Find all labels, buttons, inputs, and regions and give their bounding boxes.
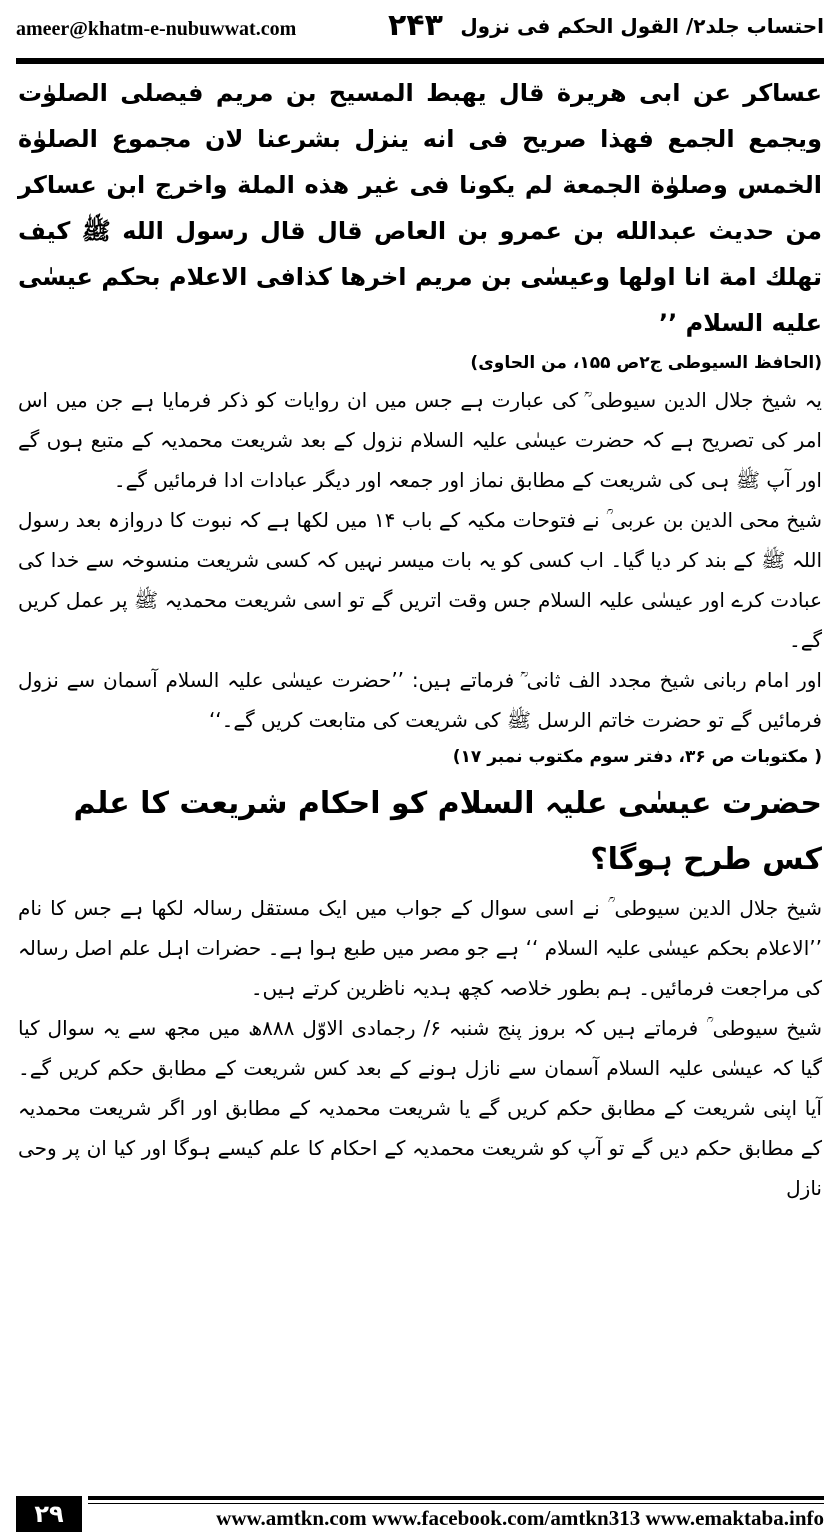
paragraph-suyuti-explanation: یہ شیخ جلال الدین سیوطی ؒ کی عبارت ہے جس میں ان روایات کو ذکر فرمایا ہے جن میں اس امر کی تصریح ہے کہ حضرت عیسٰی علیہ السلام نزول کے بعد شریعت محمدیہ کے متبع ہوں گے اور آپ ﷺ ہی کی شریعت کے مطابق نماز اور جمعہ اور دیگر عبادات ادا فرمائیں گے۔ xyxy=(18,388,822,492)
footer-rule-thin xyxy=(88,1503,824,1504)
header-book-title: احتساب جلد۲/ القول الحکم فی نزول xyxy=(460,14,824,38)
paragraph-ibn-arabi: شیخ محی الدین بن عربی ؒ نے فتوحات مکیہ کے باب ۱۴ میں لکھا ہے کہ نبوت کا دروازہ بعد رسول اللہ ﷺ کے بند کر دیا گیا۔ اب کسی کو یہ بات میسر نہیں کہ کسی شریعت منسوخہ سے خدا کی عبادت کرے اور عیسٰی علیہ السلام جس وقت اتریں گے تو اسی شریعت محمدیہ ﷺ پر عمل کریں گے۔ xyxy=(18,508,822,652)
reference-hawi: (الحافظ السیوطی ج۲ص ۱۵۵، من الحاوی) xyxy=(470,353,822,373)
reference-maktubat: ( مکتوبات ص ۳۶، دفتر سوم مکتوب نمبر ۱۷) xyxy=(452,747,822,767)
arabic-quote: عساكر عن ابی هريرة قال يهبط المسيح بن مريم فيصلى الصلوٰت ويجمع الجمع فهذا صريح فی انه ينزل بشرعنا لان مجموع الصلوٰة الخمس وصلوٰة الجمعة لم يكونا فی غير هذه الملة واخرج ابن عساكر من حديث عبدالله بن عمرو بن العاص قال قال رسول الله ﷺ كيف تهلك امة انا اولها وعيسٰى بن مريم اخرها كذافی الاعلام بحكم عيسٰى عليه السلام ’’ xyxy=(18,79,822,337)
paragraph-question: شیخ سیوطی ؒ فرماتے ہیں کہ بروز پنج شنبہ ۶/ رجمادی الاوّل ۸۸۸ھ میں مجھ سے یہ سوال کیا گیا کہ عیسٰی علیہ السلام آسمان سے نازل ہونے کے بعد کس شریعت کے مطابق حکم کریں گے۔ آیا اپنی شریعت کے مطابق حکم کریں گے یا شریعت محمدیہ کے مطابق اور اگر شریعت محمدیہ کے مطابق حکم دیں گے تو آپ کو شریعت محمدیہ کے احکام کا علم کیسے ہوگا اور کیا ان پر وحی نازل xyxy=(18,1016,822,1200)
section-heading: حضرت عیسٰی علیہ السلام کو احکام شریعت کا علم کس طرح ہوگا؟ xyxy=(73,786,822,877)
page-content xyxy=(18,70,822,1208)
footer-website-links: www.amtkn.com www.facebook.com/amtkn313 www.emaktaba.info xyxy=(216,1506,824,1530)
header-rule xyxy=(16,58,824,64)
paragraph-risala: شیخ جلال الدین سیوطی ؒ نے اسی سوال کے جواب میں ایک مستقل رسالہ لکھا ہے جس کا نام ’’الاعلام بحکم عیسٰی علیہ السلام ‘‘ ہے جو مصر میں طبع ہوا ہے۔ حضرات اہل علم اصل رسالہ کی مراجعت فرمائیں۔ ہم بطور خلاصہ کچھ ہدیہ ناظرین کرتے ہیں۔ xyxy=(18,896,822,1000)
paragraph-mujaddid: اور امام ربانی شیخ مجدد الف ثانی ؒ فرماتے ہیں: ’’حضرت عیسٰی علیہ السلام آسمان سے نزول فرمائیں گے تو حضرت خاتم الرسل ﷺ کی شریعت کی متابعت کریں گے۔‘‘ xyxy=(18,668,822,732)
page-footer xyxy=(16,1494,824,1534)
page-header xyxy=(16,8,824,54)
header-email: ameer@khatm-e-nubuwwat.com xyxy=(16,18,297,40)
header-page-number: ۲۴۳ xyxy=(388,8,443,43)
footer-page-number: ۲۹ xyxy=(16,1496,82,1532)
footer-rule-thick xyxy=(88,1496,824,1500)
